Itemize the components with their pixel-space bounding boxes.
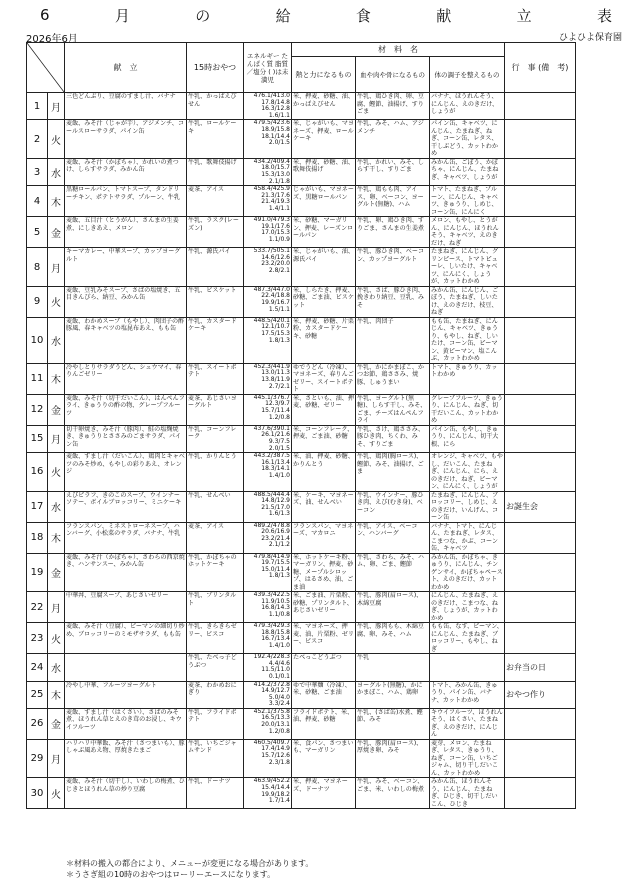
menu-table bbox=[26, 42, 626, 809]
event-cell bbox=[505, 708, 576, 739]
weekday-cell: 月 bbox=[48, 93, 65, 120]
day-cell: 12 bbox=[27, 394, 48, 425]
month-label: 2026年6月 bbox=[26, 34, 78, 45]
body-ingredients-cell: 牛乳、鶏肉(胸ロース)、鰹節、みそ、油揚げ、ごま bbox=[356, 453, 430, 492]
table-row bbox=[27, 654, 626, 681]
table-row bbox=[27, 317, 626, 363]
weekday-cell: 水 bbox=[48, 158, 65, 185]
page-title bbox=[26, 4, 626, 26]
condition-ingredients-cell: パイン缶、もやし、きゅうり、にんじん、切干大根、にら bbox=[430, 425, 505, 452]
event-cell bbox=[505, 394, 576, 425]
body-ingredients-cell: 牛乳、豚肉(肩ロース)、木綿豆腐 bbox=[356, 592, 430, 623]
heat-ingredients-cell: 米、油、押麦、砂糖、かりんとう bbox=[292, 453, 356, 492]
event-cell bbox=[505, 217, 576, 248]
table-row bbox=[27, 522, 626, 553]
snack-cell: 牛乳、かっぱえびせん bbox=[187, 93, 244, 120]
table-row bbox=[27, 778, 626, 809]
heat-ingredients-cell: 米、マヨネーズ、押麦、油、片栗粉、ゼリー、ビスコ bbox=[292, 623, 356, 654]
body-ingredients-cell: 牛乳、アイス、ベーコン、ハンバーグ bbox=[356, 522, 430, 553]
menu-cell: 麦飯、みそ汁（かぼちゃ）、さわらの西京焼き、ハンサンスー、みかん缶 bbox=[65, 553, 187, 592]
heat-ingredients-cell: ゆで中華麺（冷凍）、米、砂糖、ごま油 bbox=[292, 681, 356, 708]
event-cell bbox=[505, 623, 576, 654]
snack-cell: 牛乳、源氏パイ bbox=[187, 248, 244, 287]
menu-cell: 中華丼、豆腐スープ、あじさいゼリー bbox=[65, 592, 187, 623]
nutrition-cell: 491.0/479.3 19.1/17.6 17.0/15.3 1.1/0.9 bbox=[244, 217, 292, 248]
table-row bbox=[27, 739, 626, 778]
table-row bbox=[27, 708, 626, 739]
event-cell bbox=[505, 453, 576, 492]
day-cell: 10 bbox=[27, 317, 48, 363]
menu-cell: 麦飯、五目汁（とうがん）、さんまの生姜煮、にしきあえ、メロン bbox=[65, 217, 187, 248]
nutrition-cell: 476.1/413.0 17.8/14.8 16.3/12.8 1.6/1.1 bbox=[244, 93, 292, 120]
snack-cell: 牛乳、フライドポテト bbox=[187, 708, 244, 739]
body-ingredients-cell: 牛乳、豚肉もも、木綿豆腐、卵、みそ、ハム bbox=[356, 623, 430, 654]
nutrition-cell: 479.3/429.3 18.8/15.8 16.7/13.4 1.4/1.0 bbox=[244, 623, 292, 654]
day-cell: 15 bbox=[27, 425, 48, 452]
title-char: 6 bbox=[40, 6, 50, 24]
footnote: ＊うさぎ組の10時のおやつはローリーエースになります。 bbox=[66, 870, 276, 879]
menu-cell: 麦飯、みそ汁（切干だいこん）、はんぺんフライ、きゅうりの酢の物、グレープフルーツ bbox=[65, 394, 187, 425]
title-char: 月 bbox=[114, 6, 130, 25]
weekday-cell: 金 bbox=[48, 394, 65, 425]
menu-cell: 麦飯、すまし汁（はくさい）、さばのみそ煮、ほうれん草とえのき茸のお浸し、キウイフルーツ bbox=[65, 708, 187, 739]
snack-cell: 牛乳、ロールケーキ bbox=[187, 120, 244, 159]
nutrition-cell: 439.3/422.5 11.9/10.5 16.8/14.3 1.1/0.8 bbox=[244, 592, 292, 623]
day-cell: 30 bbox=[27, 778, 48, 809]
weekday-cell: 水 bbox=[48, 317, 65, 363]
table-row bbox=[27, 592, 626, 623]
weekday-cell: 木 bbox=[48, 681, 65, 708]
menu-cell: 麦飯、みそ汁（豆腐）、ピーマンの細切り炒め、ブロッコリーのミモザサラダ、もも缶 bbox=[65, 623, 187, 654]
heat-ingredients-cell: 米、押麦、砂糖、油、歌舞伎揚げ bbox=[292, 158, 356, 185]
condition-ingredients-cell: みかん缶、ほうれんそう、にんじん、たまねぎ、ひじき、切干しだいこん、ひじき bbox=[430, 778, 505, 809]
snack-cell: 麦茶、あじさいヨーグルト bbox=[187, 394, 244, 425]
nutrition-cell: 533.7/505.1 14.6/12.6 23.2/20.0 2.8/2.1 bbox=[244, 248, 292, 287]
condition-ingredients-cell: キウイフルーツ、ほうれんそう、はくさい、たまねぎ、えのきだけ、にんじん bbox=[431, 708, 503, 739]
weekday-cell: 金 bbox=[48, 553, 65, 592]
weekday-cell: 月 bbox=[48, 248, 65, 287]
cond-header: 体の調子を整えるもの bbox=[430, 57, 505, 93]
condition-ingredients-cell: バナナ、トマト、にんじん、たまねぎ、レタス、こまつな、かぶ、コーン缶、キャベツ bbox=[430, 522, 505, 553]
energy-header: エネルギー たんぱく質 脂質／塩分 ( )は未満児 bbox=[244, 43, 292, 93]
body-ingredients-cell: 牛乳 bbox=[356, 654, 430, 681]
weekday-cell: 木 bbox=[48, 522, 65, 553]
nutrition-cell: 192.4/228.3 4.4/4.6 11.5/11.0 0.1/0.1 bbox=[244, 654, 292, 681]
day-cell: 29 bbox=[27, 739, 48, 778]
condition-ingredients-cell: メロン、もやし、とうがん、にんじん、ほうれんそう、キャベツ、えのきだけ、ねぎ bbox=[430, 217, 505, 248]
menu-cell: 麦飯、わかめスープ（もやし）、肉団子の酢豚風、春キャベツの塩昆布あえ、もも缶 bbox=[65, 317, 187, 363]
table-row bbox=[27, 453, 626, 492]
condition-ingredients-cell: みかん缶、にんじん、ごぼう、たまねぎ、しいたけ、えのきだけ、枝豆、ねぎ bbox=[430, 286, 505, 317]
event-cell bbox=[505, 553, 576, 592]
nutrition-cell: 487.3/447.0 22.4/18.8 19.9/16.7 1.5/1.1 bbox=[244, 286, 292, 317]
weekday-cell: 月 bbox=[48, 425, 65, 452]
condition-ingredients-cell: もも缶、なす、ピーマン、にんじん、たまねぎ、ブロッコリー、もやし、ねぎ bbox=[431, 623, 503, 653]
day-cell: 9 bbox=[27, 286, 48, 317]
heat-ingredients-cell: たべっこどうぶつ bbox=[292, 654, 356, 681]
condition-ingredients-cell: オレンジ、キャベツ、もやし、だいこん、たまねぎ、にんじん、にら、えのきだけ、ねぎ、ピーマン、にんにく、しょうが bbox=[431, 453, 503, 491]
event-cell bbox=[505, 778, 576, 809]
weekday-cell: 水 bbox=[48, 491, 65, 522]
table-row bbox=[27, 623, 626, 654]
nutrition-cell: 458.4/425.9 21.3/17.6 21.4/19.3 1.4/1.1 bbox=[244, 186, 292, 217]
table-row bbox=[27, 248, 626, 287]
corner-cell bbox=[27, 43, 65, 93]
snack-cell: 牛乳、ラスク(レーズン) bbox=[187, 217, 244, 248]
menu-cell: 冷やし中華、フルーツヨーグルト bbox=[65, 681, 187, 708]
condition-ingredients-cell: たまねぎ、にんじん、グリンピース、トマトピューレ、しいたけ、キャベツ、にんにく、しょうが、カットわかめ bbox=[430, 248, 505, 287]
body-ingredients-cell: 牛乳、みそ、ハム、アジメンチ bbox=[356, 120, 430, 159]
condition-ingredients-cell: トマト、たまねぎ、プルーン、にんじん、キャベツ、きゅうり、しめじ、コーン缶、にんにく bbox=[430, 186, 505, 217]
heat-ingredients-cell: 米、コーンフレーク、押麦、ごま油、砂糖 bbox=[292, 425, 356, 452]
day-cell: 2 bbox=[27, 120, 48, 159]
body-ingredients-cell: 牛乳、さわら、みそ、ハム、卵、ごま、鰹節 bbox=[356, 553, 430, 592]
heat-ingredients-cell: 米、じゃがいも、マヨネーズ、押麦、ロールケーキ bbox=[292, 120, 356, 159]
heat-ingredients-cell: 米、食パン、さつまいも、マーガリン bbox=[292, 739, 356, 778]
table-row bbox=[27, 217, 626, 248]
footnote: ＊材料の搬入の都合により、メニューが変更になる場合があります。 bbox=[66, 859, 314, 868]
body-ingredients-cell: 牛乳、さけ、鶏ささみ、豚ひき肉、ちくわ、みそ、すりごま bbox=[356, 425, 430, 452]
menu-cell: キーマカレー、中華スープ、カップヨーグルト bbox=[65, 248, 187, 287]
day-cell: 19 bbox=[27, 553, 48, 592]
event-cell bbox=[505, 158, 576, 185]
snack-cell: 牛乳、カスタードケーキ bbox=[187, 317, 244, 363]
menu-cell bbox=[65, 654, 187, 681]
day-cell: 11 bbox=[27, 363, 48, 394]
condition-ingredients-cell bbox=[430, 654, 505, 681]
table-row bbox=[27, 394, 626, 425]
body-ingredients-cell: 牛乳、さば、豚ひき肉、挽きわり納豆、豆乳、みそ bbox=[356, 286, 430, 317]
title-char: 立 bbox=[516, 6, 532, 25]
heat-ingredients-cell: 米、ケーキ、マヨネーズ、油、せんべい bbox=[292, 491, 356, 522]
weekday-cell: 火 bbox=[48, 120, 65, 159]
body-ingredients-cell: ヨーグルト(無糖)、かにかまぼこ、ハム、鶏卵 bbox=[356, 681, 430, 708]
nutrition-cell: 479.8/414.9 19.7/15.5 15.0/11.4 1.8/1.3 bbox=[244, 553, 292, 592]
event-cell bbox=[505, 248, 576, 287]
menu-cell: 冷やしとりサラダうどん、シュウマイ、春りんごゼリー bbox=[65, 363, 187, 394]
snack-cell: 牛乳、コーンフレーク bbox=[187, 425, 244, 452]
snack-cell: 牛乳、ドーナツ bbox=[187, 778, 244, 809]
event-cell: お弁当の日 bbox=[505, 654, 576, 681]
condition-ingredients-cell: グレープフルーツ、きゅうり、にんじん、ねぎ、切干だいこん、カットわかめ bbox=[431, 394, 503, 425]
menu-cell: フランスパン、ミネストローネスープ、ハンバーグ、小松菜のサラダ、バナナ、牛乳 bbox=[65, 522, 187, 553]
body-ingredients-cell: 牛乳、鶏ひき肉、卵、豆腐、鰹節、油揚げ、すりごま bbox=[356, 93, 430, 120]
title-char: の bbox=[195, 6, 211, 25]
heat-ingredients-cell: 米、押麦、マヨネーズ、ドーナツ bbox=[292, 778, 356, 809]
body-ingredients-cell: 牛乳、かにかまぼこ、かつお節、鶏ささみ、焼豚、しゅうまい bbox=[356, 363, 430, 394]
event-cell bbox=[505, 286, 576, 317]
day-cell: 26 bbox=[27, 708, 48, 739]
table-row bbox=[27, 491, 626, 522]
nutrition-cell: 460.5/409.7 17.4/14.9 15.7/12.6 2.3/1.8 bbox=[244, 739, 292, 778]
menu-cell: 麦飯、豆乳みそスープ、さばの塩焼き、五目きんぴら、納豆、みかん缶 bbox=[65, 286, 187, 317]
nutrition-cell: 489.2/478.8 20.6/16.9 23.2/21.4 2.1/1.2 bbox=[244, 522, 292, 553]
body-ingredients-cell: 牛乳、卵、鶏ひき肉、すりごま、さんまの生姜煮 bbox=[356, 217, 430, 248]
nutrition-cell: 414.2/372.8 14.9/12.7 5.0/4.0 3.3/2.4 bbox=[244, 681, 292, 708]
body-ingredients-cell: 牛乳、かれい、みそ、しらす干し、すりごま bbox=[356, 158, 430, 185]
day-cell: 24 bbox=[27, 654, 48, 681]
table-row bbox=[27, 553, 626, 592]
condition-ingredients-cell: もも缶、たまねぎ、にんじん、キャベツ、きゅうり、もやし、ねぎ、しいたけ、コーン缶、ピーマン、黄ピーマン、塩こんぶ、カットわかめ bbox=[430, 317, 505, 363]
event-cell: おやつ作り bbox=[505, 681, 576, 708]
snack-cell: 牛乳、せんべい bbox=[187, 491, 244, 522]
table-row bbox=[27, 93, 626, 120]
weekday-cell: 火 bbox=[48, 778, 65, 809]
menu-cell: 麦飯、みそ汁（切干し）、いわしの梅煮、ひじきとほうれん草の炒り豆腐 bbox=[65, 778, 187, 809]
weekday-cell: 木 bbox=[48, 363, 65, 394]
day-cell: 17 bbox=[27, 491, 48, 522]
menu-rows bbox=[27, 93, 626, 809]
heat-ingredients-cell: ゆでうどん（冷凍）、マヨネーズ、春りんごゼリー、スイートポテト bbox=[293, 363, 354, 394]
snack-cell: 麦茶、アイス bbox=[187, 522, 244, 553]
heat-ingredients-cell: 米、押麦、砂糖、片栗粉、カスタードケーキ、砂糖 bbox=[292, 317, 356, 363]
condition-ingredients-cell: みかん缶、かぼちゃ、きゅうり、にんじん、チンゲンサイ、かぼちゃペースト、えのきだけ、カットわかめ bbox=[431, 553, 503, 591]
table-row bbox=[27, 186, 626, 217]
day-cell: 4 bbox=[27, 186, 48, 217]
event-cell bbox=[505, 739, 576, 778]
title-char: 献 bbox=[436, 6, 452, 25]
heat-ingredients-cell: 米、ごま油、片栗粉、砂糖、プリンタルト、あじさいゼリー bbox=[292, 592, 356, 623]
snack-cell: 麦茶、アイス bbox=[187, 186, 244, 217]
title-char: 食 bbox=[355, 6, 371, 25]
body-ingredients-cell: 牛乳、ウインナー、豚ひき肉、えび(むき身)、ベーコン bbox=[356, 491, 430, 522]
day-cell: 22 bbox=[27, 592, 48, 623]
event-cell bbox=[505, 522, 576, 553]
snack-header: 15時おやつ bbox=[187, 43, 244, 93]
menu-cell: 切干卵焼き、みそ汁（豚肉）、鮭の塩麹焼き、きゅうりとささみのごまサラダ、パイン缶 bbox=[65, 425, 187, 452]
heat-ingredients-cell: 米、押麦、砂糖、油、かっぱえびせん bbox=[292, 93, 356, 120]
menu-cell: 麦飯、みそ汁（かぼちゃ）、かれいの煮つけ、しらすサラダ、みかん缶 bbox=[65, 158, 187, 185]
heat-ingredients-cell: フランスパン、マヨネーズ、マカロニ bbox=[292, 522, 356, 553]
nutrition-cell: 443.2/387.5 16.1/13.4 18.3/14.1 1.4/1.0 bbox=[244, 453, 292, 492]
snack-cell: 牛乳、いちごジャムサンド bbox=[187, 739, 244, 778]
body-ingredients-cell: 牛乳、みそ、ベーコン、ごま、米、いわしの梅煮 bbox=[356, 778, 430, 809]
event-cell bbox=[505, 317, 576, 363]
event-cell bbox=[505, 186, 576, 217]
heat-ingredients-cell: 米、ホットケーキ粉、マーガリン、押麦、砂糖、メープルシロップ、はるさめ、油、ごま油 bbox=[293, 553, 354, 591]
footnotes bbox=[66, 858, 313, 880]
event-cell bbox=[505, 425, 576, 452]
snack-cell: 牛乳、たべっ子どうぶつ bbox=[187, 654, 244, 681]
nutrition-cell: 448.5/420.1 12.1/10.7 17.5/15.3 1.8/1.3 bbox=[244, 317, 292, 363]
day-cell: 1 bbox=[27, 93, 48, 120]
event-cell bbox=[505, 93, 576, 120]
body-ingredients-cell: 牛乳、豚肉(肩ロース)、厚焼き卵、みそ bbox=[356, 739, 430, 778]
event-header: 行 事 (備 考) bbox=[505, 43, 576, 93]
menu-cell: ハリハリ中華飯、みそ汁（さつまいも）、豚しゃぶ風あえ物、厚焼きたまご bbox=[65, 739, 187, 778]
body-ingredients-cell: 牛乳、(さば缶)水煮、鰹節、みそ bbox=[356, 708, 430, 739]
condition-ingredients-cell: トマト、きゅうり、カットわかめ bbox=[430, 363, 505, 394]
condition-ingredients-cell: パイン缶、キャベツ、にんじん、たまねぎ、ねぎ、コーン缶、レタス、干しぶどう、カットわかめ bbox=[430, 120, 505, 159]
nutrition-cell: 445.1/376.7 12.3/9.7 15.7/11.4 1.2/0.8 bbox=[244, 394, 292, 425]
nursery-name: ひよひよ保育園 bbox=[558, 33, 622, 43]
snack-cell: 牛乳、かりんとう bbox=[187, 453, 244, 492]
day-cell: 16 bbox=[27, 453, 48, 492]
weekday-cell: 火 bbox=[48, 453, 65, 492]
table-row bbox=[27, 158, 626, 185]
weekday-cell: 金 bbox=[48, 708, 65, 739]
snack-cell: 牛乳、ビスケット bbox=[187, 286, 244, 317]
nutrition-cell: 452.1/375.8 16.5/13.3 20.0/13.1 1.2/0.8 bbox=[244, 708, 292, 739]
heat-ingredients-cell: フライドポテト、米、油、押麦、砂糖 bbox=[292, 708, 356, 739]
weekday-cell: 月 bbox=[48, 739, 65, 778]
event-cell bbox=[505, 120, 576, 159]
body-ingredients-cell: 牛乳、ヨーグルト(無糖)、しらす干し、みそ、ごま、チーズはんぺんフライ bbox=[356, 394, 430, 425]
body-header: 血や肉や骨になるもの bbox=[356, 57, 430, 93]
weekday-cell: 金 bbox=[48, 217, 65, 248]
nutrition-cell: 479.5/423.6 18.9/15.8 18.1/14.4 2.0/1.5 bbox=[244, 120, 292, 159]
event-cell bbox=[505, 363, 576, 394]
menu-header: 献 立 bbox=[65, 43, 187, 93]
body-ingredients-cell: 牛乳、鶏もも肉、アイス、卵、ベーコン、ヨーグルト(無糖)、ハム bbox=[356, 186, 430, 217]
weekday-cell: 木 bbox=[48, 186, 65, 217]
heat-ingredients-cell: 米、じゃがいも、油、源氏パイ bbox=[292, 248, 356, 287]
weekday-cell: 水 bbox=[48, 654, 65, 681]
menu-cell: 麦飯、みそ汁（じゃが芋）、アジメンチ、コールスローサラダ、パイン缶 bbox=[65, 120, 187, 159]
table-row bbox=[27, 286, 626, 317]
table-row bbox=[27, 425, 626, 452]
snack-cell: 牛乳、歌舞伎揚げ bbox=[187, 158, 244, 185]
table-row bbox=[27, 363, 626, 394]
day-cell: 18 bbox=[27, 522, 48, 553]
heat-ingredients-cell: 米、さといも、油、押麦、砂糖、ゼリー bbox=[292, 394, 356, 425]
condition-ingredients-cell: みかん缶、ごぼう、かぼちゃ、にんじん、たまねぎ、キャベツ、しょうが bbox=[430, 158, 505, 185]
weekday-cell: 火 bbox=[48, 286, 65, 317]
weekday-cell: 月 bbox=[48, 592, 65, 623]
menu-cell: えびピラフ、きのこのスープ、ウインナーソテー、ボイルブロッコリー、ミニケーキ bbox=[65, 491, 187, 522]
nutrition-cell: 434.2/409.4 18.0/15.7 15.3/13.0 2.1/1.8 bbox=[244, 158, 292, 185]
title-char: 給 bbox=[275, 6, 291, 25]
menu-cell: 三色どんぶり、豆腐のすまし汁、バナナ bbox=[65, 93, 187, 120]
nutrition-cell: 463.9/452.2 15.4/14.4 19.9/18.2 1.7/1.4 bbox=[244, 778, 292, 809]
nutrition-cell: 488.5/444.4 14.8/12.9 21.5/17.0 1.6/1.3 bbox=[244, 491, 292, 522]
snack-cell: 麦茶、わかめおにぎり bbox=[187, 681, 244, 708]
event-cell bbox=[505, 592, 576, 623]
day-cell: 5 bbox=[27, 217, 48, 248]
heat-ingredients-cell: 米、砂糖、マーガリン、押麦、レーズンロールパン bbox=[292, 217, 356, 248]
condition-ingredients-cell: バナナ、ほうれんそう、にんじん、えのきだけ、しょうが bbox=[430, 93, 505, 120]
day-cell: 8 bbox=[27, 248, 48, 287]
snack-cell: 牛乳、きらきらゼリー、ビスコ bbox=[187, 623, 244, 654]
body-ingredients-cell: 牛乳、肉団子 bbox=[356, 317, 430, 363]
condition-ingredients-cell: たまねぎ、にんじん、ブロッコリー、しめじ、えのきだけ、いんげん、コーン缶 bbox=[430, 491, 505, 522]
day-cell: 23 bbox=[27, 623, 48, 654]
table-row bbox=[27, 120, 626, 159]
condition-ingredients-cell: トマト、みかん缶、きゅうり、パイン缶、バナナ、カットわかめ bbox=[430, 681, 505, 708]
day-cell: 3 bbox=[27, 158, 48, 185]
day-cell: 25 bbox=[27, 681, 48, 708]
snack-cell: 牛乳、スイートポテト bbox=[187, 363, 244, 394]
ingredients-header: 材 料 名 bbox=[292, 43, 505, 57]
condition-ingredients-cell: 麦芽、メロン、たまねぎ、レタス、きゅうり、ねぎ、コーン缶、いちごジャム、切り干しだいこん、カットわかめ bbox=[430, 739, 505, 778]
condition-ingredients-cell: にんじん、たまねぎ、えのきだけ、こまつな、ねぎ、しょうが、カットわかめ bbox=[430, 592, 505, 623]
heat-ingredients-cell: 米、しらたき、押麦、砂糖、ごま油、ビスケット bbox=[292, 286, 356, 317]
heat-header: 熱と力になるもの bbox=[292, 57, 356, 93]
heat-ingredients-cell: じゃがいも、マヨネーズ、黒糖ロールパン bbox=[292, 186, 356, 217]
weekday-cell: 火 bbox=[48, 623, 65, 654]
table-row bbox=[27, 681, 626, 708]
snack-cell: 牛乳、プリンタルト bbox=[187, 592, 244, 623]
menu-cell: 麦飯、すまし汁（だいこん）、鶏肉とキャベツのみそ炒め、もやしの彩りあえ、オレンジ bbox=[65, 453, 187, 492]
event-cell: お誕生会 bbox=[505, 491, 576, 522]
body-ingredients-cell: 牛乳、豚ひき肉、ベーコン、カップヨーグルト bbox=[356, 248, 430, 287]
nutrition-cell: 437.6/390.1 26.1/21.6 9.3/7.5 2.0/1.5 bbox=[244, 425, 292, 452]
nutrition-cell: 452.3/441.9 13.0/11.3 13.8/11.9 2.7/2.1 bbox=[244, 363, 292, 394]
menu-cell: 黒糖ロールパン、トマトスープ、タンドリーチキン、ポテトサラダ、プルーン、牛乳 bbox=[65, 186, 187, 217]
title-char: 表 bbox=[596, 6, 612, 25]
snack-cell: 牛乳、かぼちゃのホットケーキ bbox=[187, 553, 244, 592]
